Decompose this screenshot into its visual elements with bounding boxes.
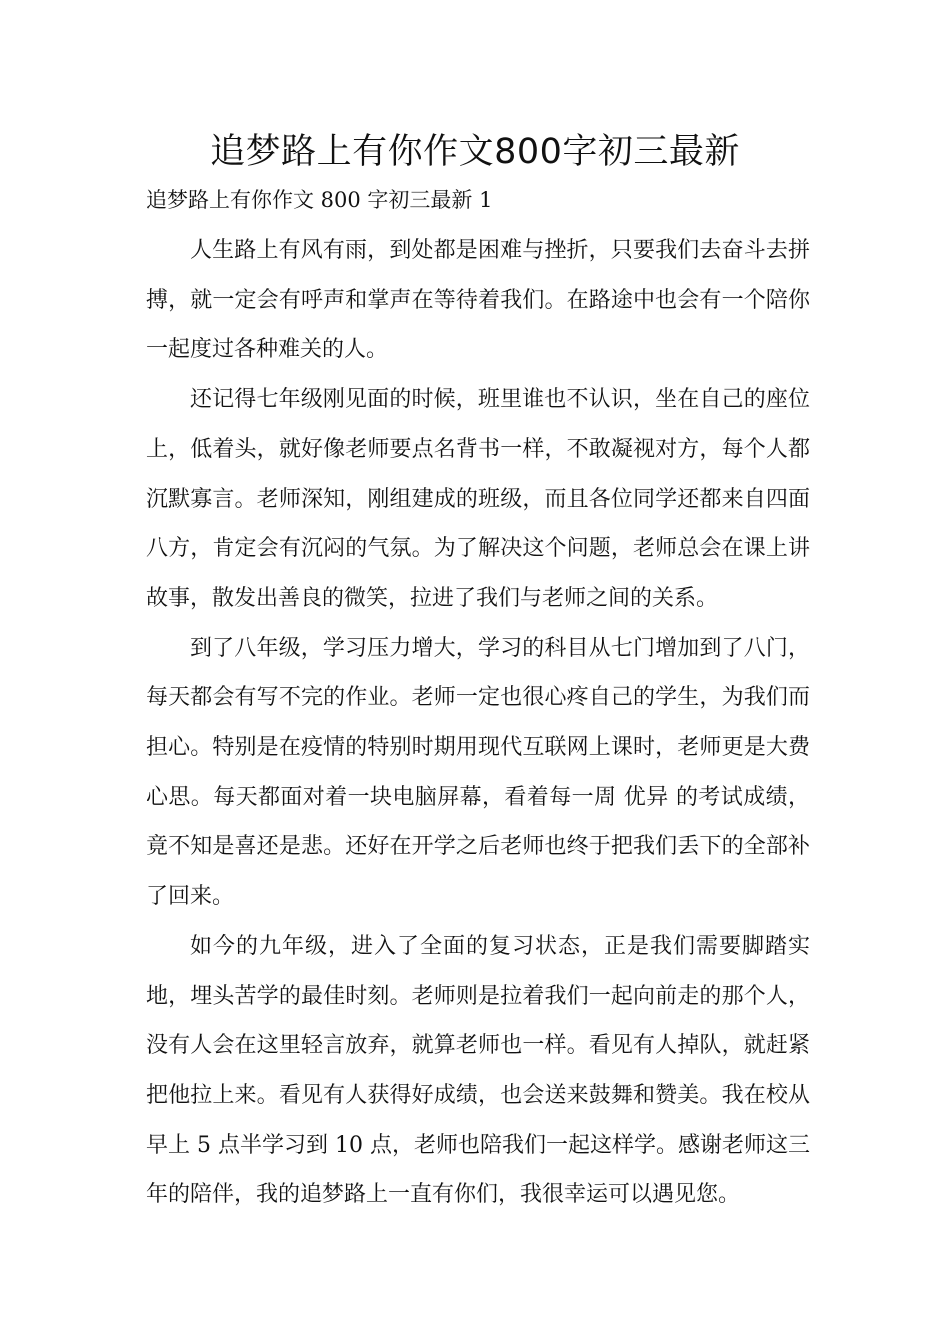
paragraph-3: 到了八年级，学习压力增大，学习的科目从七门增加到了八门，每天都会有写不完的作业。老师一定也很心疼自己的学生，为我们而担心。特别是在疫情的特别时期用现代互联网上课时，老师更是大费心思。每天都面对着一块电脑屏幕，看着每一周 优异 的考试成绩，竟不知是喜还是悲。还好在开学之后老师也终于把我们丢下的全部补了回来。 <box>146 635 810 910</box>
document-title: 追梦路上有你作文800字初三最新 <box>210 132 740 172</box>
paragraph-4: 如今的九年级，进入了全面的复习状态，正是我们需要脚踏实地，埋头苦学的最佳时刻。老师则是拉着我们一起向前走的那个人，没有人会在这里轻言放弃，就算老师也一样。看见有人掉队，就赶紧把他拉上来。看见有人获得好成绩，也会送来鼓舞和赞美。我在校从早上 5 点半学习到 10 点，老师也陪我们一起这样学。感谢老师这三年的陪伴，我的追梦路上一直有你们，我很幸运可以遇见您。 <box>146 933 810 1208</box>
document-body <box>146 226 810 1220</box>
document-subtitle: 追梦路上有你作文 800 字初三最新 1 <box>146 188 493 212</box>
paragraph-1: 人生路上有风有雨，到处都是困难与挫折，只要我们去奋斗去拼搏，就一定会有呼声和掌声在等待着我们。在路途中也会有一个陪你一起度过各种难关的人。 <box>146 238 810 363</box>
paragraph-2: 还记得七年级刚见面的时候，班里谁也不认识，坐在自己的座位上，低着头，就好像老师要点名背书一样，不敢凝视对方，每个人都沉默寡言。老师深知，刚组建成的班级，而且各位同学还都来自四面八方，肯定会有沉闷的气氛。为了解决这个问题，老师总会在课上讲故事，散发出善良的微笑，拉进了我们与老师之间的关系。 <box>146 387 810 611</box>
